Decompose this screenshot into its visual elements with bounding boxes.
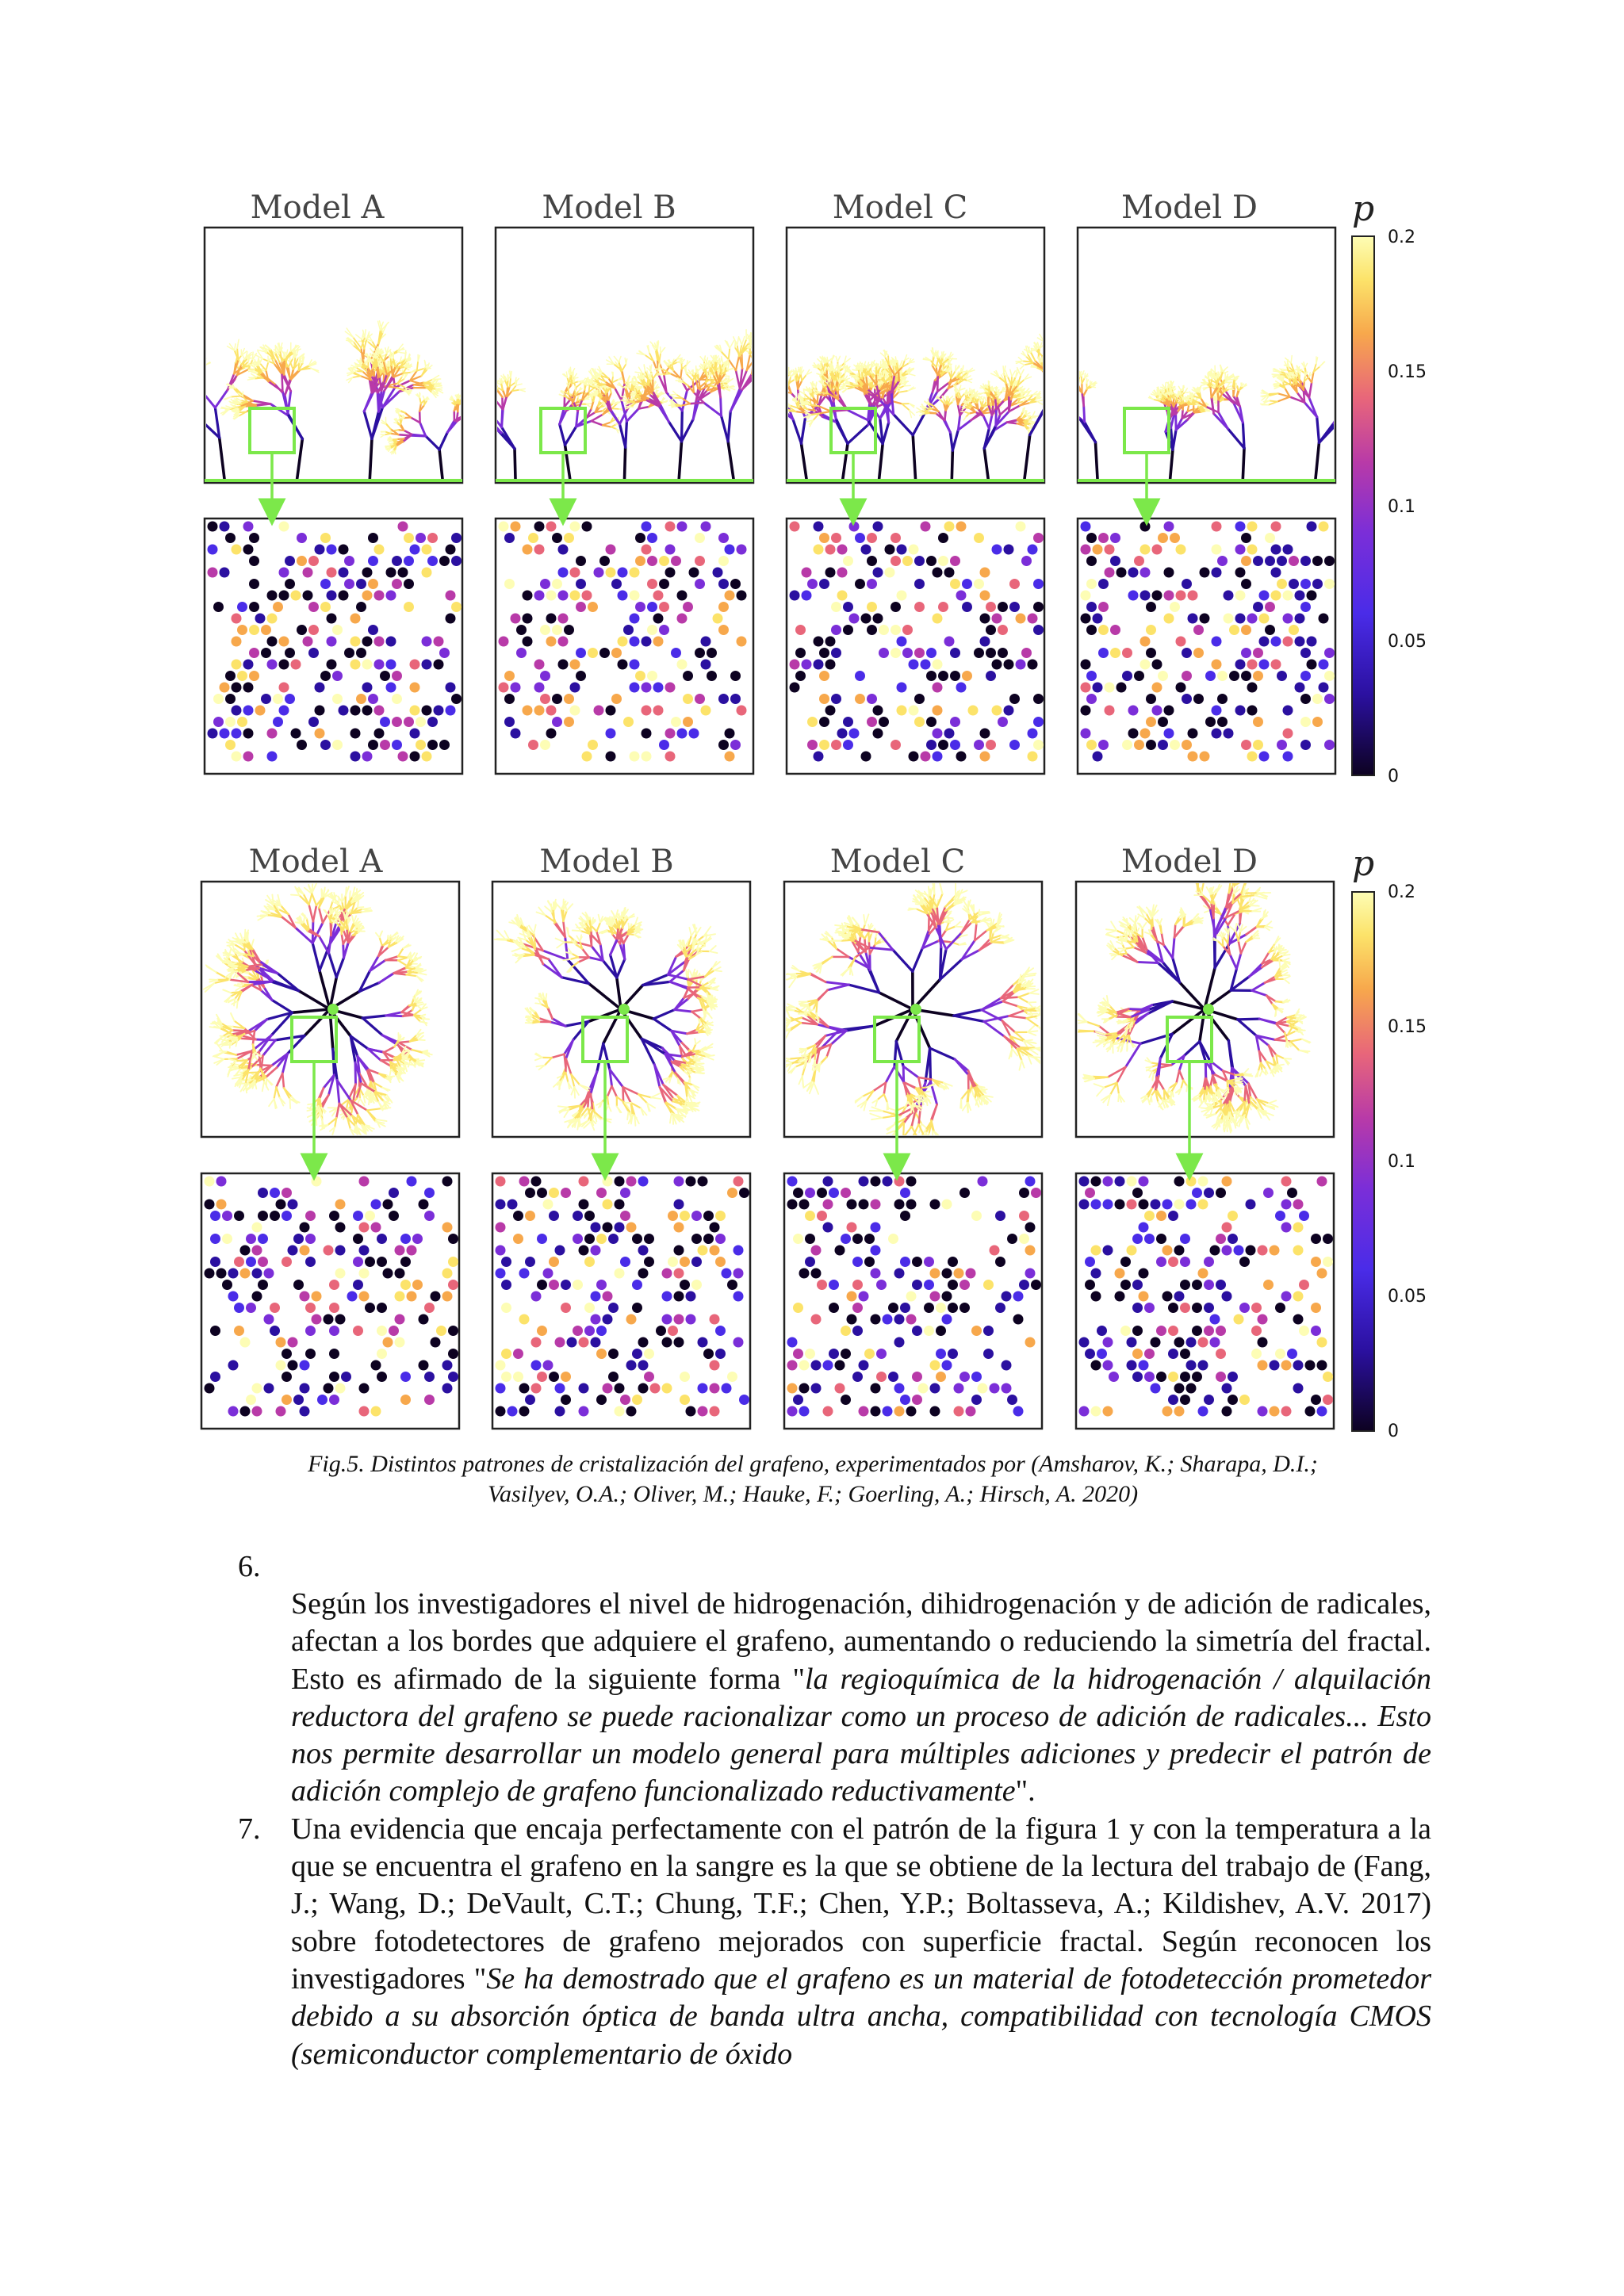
- bottom-tick-0.1: 0.1: [1388, 1152, 1415, 1172]
- item-6-text: Según los investigadores el nivel de hidrogenación, dihidrogenación y de adición de radicales, afectan a los bordes que adquiere el grafeno, aumentando o reduciendo la simetría del fractal. Esto es afirmado de la siguiente forma ": [291, 1587, 1431, 1696]
- list-number: 6.: [238, 1550, 261, 1583]
- numbered-list: [238, 1548, 1431, 2073]
- list-item-6: [238, 1548, 1431, 1586]
- seed-marker: [327, 1004, 339, 1015]
- model-label-bottom-c: Model C: [829, 844, 966, 880]
- bottom-tick-0.15: 0.15: [1388, 1017, 1427, 1037]
- top-fractal-panel-d: [1078, 228, 1335, 483]
- bottom-tick-0.05: 0.05: [1388, 1287, 1427, 1307]
- seed-marker: [910, 1004, 921, 1015]
- bottom-colorbar: [1352, 892, 1374, 1431]
- top-colorbar-label: p: [1352, 189, 1375, 229]
- top-fractal-panel-c: [787, 228, 1044, 483]
- figure-caption: [198, 1449, 1427, 1510]
- list-item-6-body: [238, 1586, 1431, 1811]
- top-tick-0.15: 0.15: [1388, 362, 1427, 382]
- item-7-text: Una evidencia que encaja perfectamente con el patrón de la figura 1 y con la temperatura a la que se encuentra el grafeno en la sangre es la que se obtiene de la lectura del trabajo de (Fang, J.; Wang, D.; DeVault, C.T.; Chung, T.F.; Chen, Y.P.; Boltasseva, A.; Kildishev, A.V. 2017) sobre fotodetectores de grafeno mejorados con superficie fractal. Según reconocen los investigadores ": [291, 1812, 1431, 1996]
- list-number: 7.: [238, 1812, 261, 1846]
- model-label-bottom-d: Model D: [1121, 844, 1258, 880]
- top-tick-0.1: 0.1: [1388, 497, 1415, 517]
- top-colorbar: [1352, 236, 1374, 775]
- list-item-7: [238, 1811, 1431, 2073]
- model-label-top-b: Model B: [542, 189, 676, 226]
- seed-marker: [1203, 1004, 1214, 1015]
- item-6-text-end: ".: [1015, 1774, 1036, 1808]
- item-6-quote: la regioquímica de la hidrogenación / alquilación reductora del grafeno se puede racionalizar como un proceso de adición de radicales... Esto nos permite desarrollar un modelo general para múltiples adiciones y predecir el patrón de adición complejo de grafeno funcionalizado reductivamente: [291, 1662, 1431, 1808]
- top-tick-0: 0: [1388, 767, 1399, 786]
- model-label-top-c: Model C: [832, 189, 968, 226]
- model-label-top-d: Model D: [1121, 189, 1258, 226]
- item-7-quote: Se ha demostrado que el grafeno es un material de fotodetección prometedor debido a su absorción óptica de banda ultra ancha, compatibilidad con tecnología CMOS (semiconductor complementario de óxido: [291, 1961, 1432, 2071]
- model-label-top-a: Model A: [250, 189, 385, 226]
- seed-marker: [619, 1004, 630, 1015]
- caption-line-1: Fig.5. Distintos patrones de cristalización del grafeno, experimentados por (Amsharov, K.; Sharapa, D.I.;: [308, 1451, 1318, 1477]
- caption-line-2: Vasilyev, O.A.; Oliver, M.; Hauke, F.; Goerling, A.; Hirsch, A. 2020): [487, 1481, 1139, 1507]
- top-tick-0.2: 0.2: [1388, 228, 1415, 247]
- top-zoom-panel-c: [787, 519, 1044, 774]
- model-label-bottom-a: Model A: [248, 844, 383, 880]
- top-fractal-panel-a: [205, 228, 462, 483]
- bottom-colorbar-label: p: [1352, 844, 1375, 884]
- bottom-tick-0.2: 0.2: [1388, 882, 1415, 902]
- model-label-bottom-b: Model B: [539, 844, 674, 880]
- bottom-tick-0: 0: [1388, 1422, 1399, 1441]
- top-tick-0.05: 0.05: [1388, 632, 1427, 652]
